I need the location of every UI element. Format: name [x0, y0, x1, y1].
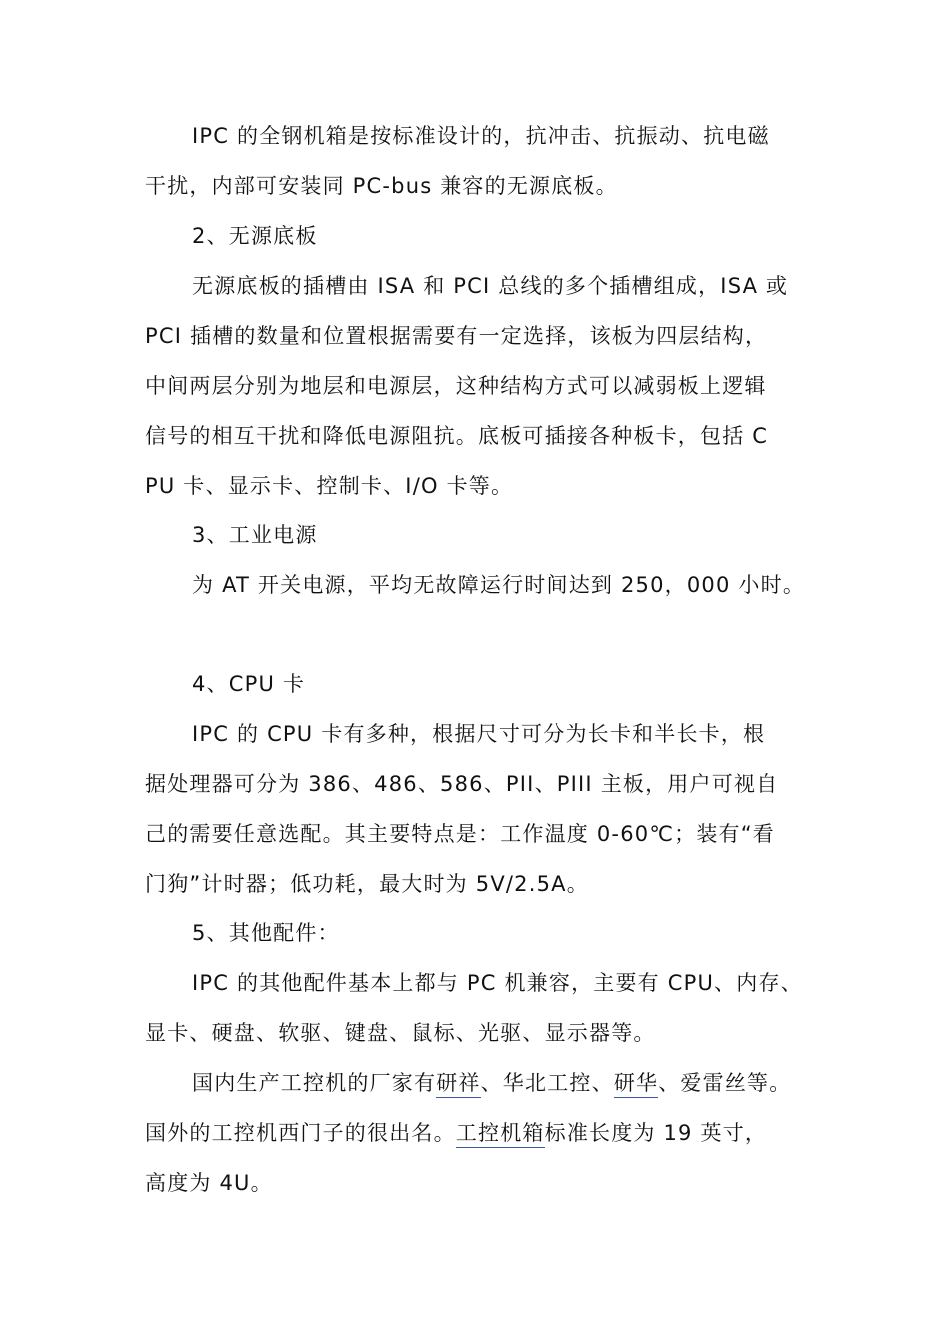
paragraph-line: PU 卡、显示卡、控制卡、I/O 卡等。 — [145, 474, 514, 498]
section-heading: 2、无源底板 — [192, 224, 318, 248]
paragraph-line — [192, 1068, 791, 1098]
chassis-link[interactable]: 工控机箱 — [456, 1121, 545, 1148]
paragraph-line — [145, 1118, 767, 1148]
paragraph-line: IPC 的全钢机箱是按标准设计的，抗冲击、抗振动、抗电磁 — [192, 124, 770, 148]
text-span: 、爱雷丝等。 — [658, 1071, 792, 1095]
paragraph-line: 信号的相互干扰和降低电源阻抗。底板可插接各种板卡，包括 C — [145, 424, 769, 448]
section-heading: 3、工业电源 — [192, 523, 318, 547]
paragraph-line: IPC 的其他配件基本上都与 PC 机兼容，主要有 CPU、内存、 — [192, 971, 803, 995]
paragraph-line: 己的需要任意选配。其主要特点是：工作温度 0-60℃；装有“看 — [145, 822, 775, 846]
text-span: 国外的工控机西门子的很出名。 — [145, 1121, 456, 1145]
paragraph-line: 据处理器可分为 386、486、586、PII、PIII 主板，用户可视自 — [145, 772, 779, 796]
paragraph-line: 门狗”计时器；低功耗，最大时为 5V/2.5A。 — [145, 872, 589, 896]
paragraph-line: 为 AT 开关电源，平均无故障运行时间达到 250，000 小时。 — [192, 573, 806, 597]
text-span: 标准长度为 19 英寸， — [544, 1121, 768, 1145]
section-heading: 5、其他配件： — [192, 921, 340, 945]
text-span: 、华北工控、 — [480, 1071, 614, 1095]
paragraph-line: 无源底板的插槽由 ISA 和 PCI 总线的多个插槽组成，ISA 或 — [192, 274, 789, 298]
vendor-link-yanxiang[interactable]: 研祥 — [436, 1071, 480, 1098]
paragraph-line: 中间两层分别为地层和电源层，这种结构方式可以减弱板上逻辑 — [145, 374, 767, 398]
vendor-link-advantech[interactable]: 研华 — [614, 1071, 658, 1098]
paragraph-line: 显卡、硬盘、软驱、键盘、鼠标、光驱、显示器等。 — [145, 1021, 656, 1045]
paragraph-line: PCI 插槽的数量和位置根据需要有一定选择，该板为四层结构， — [145, 324, 768, 348]
paragraph-line: 干扰，内部可安装同 PC-bus 兼容的无源底板。 — [145, 174, 618, 198]
paragraph-line: 高度为 4U。 — [145, 1171, 273, 1195]
section-heading: 4、CPU 卡 — [192, 672, 306, 696]
paragraph-line: IPC 的 CPU 卡有多种，根据尺寸可分为长卡和半长卡，根 — [192, 722, 766, 746]
text-span: 国内生产工控机的厂家有 — [192, 1071, 437, 1095]
